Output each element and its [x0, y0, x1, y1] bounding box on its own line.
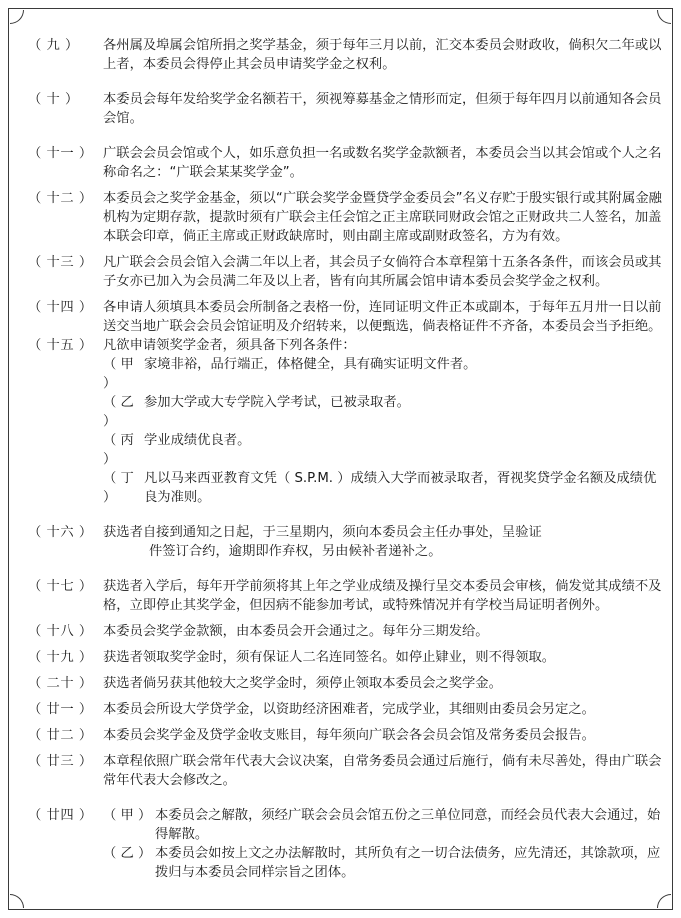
clause-24 — [28, 806, 664, 882]
sub-text: 参加大学或大专学院入学考试，已被录取者。 — [144, 395, 410, 410]
clause-number: （ 十七 ） — [28, 579, 93, 594]
sub-text: 凡以马来西亚教育文凭（ S.P.M. ）成绩入大学而被录取者，胥视奖贷学金名额及成绩优良为准则。 — [144, 471, 657, 505]
clause-17 — [28, 577, 664, 615]
clause-text: 凡欲申请领奖学金者，须具备下列各条件： — [103, 338, 356, 353]
clause-number: （ 二十 ） — [28, 676, 93, 691]
clause-text: 获选者自接到通知之日起，于三星期内，须向本委员会主任办事处，呈验证 — [103, 525, 542, 540]
clause-number: （ 十八 ） — [28, 624, 93, 639]
sub-text: 本委员会之解散，须经广联会会员会馆五份之三单位同意，而经会员代表大会通过，始得解散。 — [155, 808, 661, 842]
clause-20 — [28, 674, 664, 693]
clause-16 — [28, 523, 664, 561]
clause-number: （ 九 ） — [28, 38, 79, 53]
clause-number: （ 廿三 ） — [28, 754, 93, 769]
sub-text: 本委员会如按上文之办法解散时，其所负有之一切合法债务，应先清还，其馀款项，应拨归与本委员会同样宗旨之团体。 — [155, 846, 661, 880]
sub-label: （ 甲 ） — [103, 808, 152, 823]
clause-21 — [28, 700, 664, 719]
clause-text: 广联会会员会馆或个人，如乐意负担一名或数名奖学金款额者，本委员会当以其会馆或个人之名称命名之：“广联会某某奖学金”。 — [103, 146, 662, 180]
clause-number: （ 十一 ） — [28, 146, 93, 161]
clause-number: （ 十六 ） — [28, 525, 93, 540]
clause-text: 本委员会每年发给奖学金名额若干，须视筹募基金之情形而定，但须于每年四月以前通知各会员会馆。 — [103, 92, 662, 126]
clause-number: （ 十九 ） — [28, 650, 93, 665]
clause-11 — [28, 144, 664, 182]
clause-text: 各州属及埠属会馆所捐之奖学基金，须于每年三月以前，汇交本委员会财政收，倘积欠二年或以上者，本委员会得停止其会员申请奖学金之权利。 — [103, 38, 662, 72]
border-corner — [10, 10, 24, 24]
clause-number: （ 十三 ） — [28, 255, 93, 270]
clause-12 — [28, 189, 664, 246]
clause-14 — [28, 298, 664, 336]
clause-number: （ 十二 ） — [28, 191, 93, 206]
clause-text: 本委员会奖学金及贷学金收支账目，每年须向广联会各会员会馆及常务委员会报告。 — [103, 728, 595, 743]
sub-text: 学业成绩优良者。 — [144, 433, 251, 448]
clause-number: （ 廿一 ） — [28, 702, 93, 717]
sub-label: （ 丙 ） — [103, 433, 134, 467]
clause-text: 获选者入学后，每年开学前须将其上年之学业成绩及操行呈交本委员会审核，倘发觉其成绩不及格，立即停止其奖学金，但因病不能参加考试，或特殊情况并有学校当局证明者例外。 — [103, 579, 662, 613]
clause-text: 获选者领取奖学金时，须有保证人二名连同签名。如停止肄业，则不得领取。 — [103, 650, 556, 665]
sub-condition — [103, 355, 664, 393]
clause-number: （ 十 ） — [28, 92, 79, 107]
clause-text: 本委员会奖学金款额，由本委员会开会通过之。每年分三期发给。 — [103, 624, 489, 639]
sub-label: （ 丁 ） — [103, 471, 134, 505]
sub-condition — [103, 844, 664, 882]
clause-10 — [28, 90, 664, 128]
clause-18 — [28, 622, 664, 641]
clause-9 — [28, 36, 664, 74]
clause-text: 本委员会之奖学金基金，须以“广联会奖学金暨贷学金委员会”名义存贮于殷实银行或其附属金融机构为定期存款，提款时须有广联会主任会馆之正主席联同财政会馆之正财政共二人签名，加盖本联会印章，倘正主席或正财政缺席时，则由副主席或副财政签名，方为有效。 — [103, 191, 662, 244]
clause-22 — [28, 726, 664, 745]
clause-15 — [28, 336, 664, 507]
clause-text: 本委员会所设大学贷学金，以资助经济困难者，完成学业，其细则由委员会另定之。 — [103, 702, 595, 717]
clause-23 — [28, 752, 664, 790]
clause-text: 各申请人须填具本委员会所制备之表格一份，连同证明文件正本或副本，于每年五月卅一日以前送交当地广联会会员会馆证明及介绍转来，以便甄选，倘表格证件不齐备，本委员会当予拒绝。 — [103, 300, 662, 334]
sub-label: （ 乙 ） — [103, 846, 152, 861]
clause-number: （ 十四 ） — [28, 300, 93, 315]
sub-label: （ 甲 ） — [103, 357, 134, 391]
regulations-text — [28, 36, 664, 882]
sub-condition — [103, 469, 664, 507]
clause-number: （ 廿二 ） — [28, 728, 93, 743]
sub-condition — [103, 393, 664, 431]
clause-text: 获选者倘另获其他较大之奖学金时，须停止领取本委员会之奖学金。 — [103, 676, 502, 691]
border-corner — [657, 10, 671, 24]
clause-text: 凡广联会会员会馆入会满二年以上者，其会员子女倘符合本章程第十五条各条件，而该会员或其子女亦已加入为会员满二年及以上者，皆有向其所属会馆申请本委员会奖学金之权利。 — [103, 255, 662, 289]
clause-13 — [28, 253, 664, 291]
clause-19 — [28, 648, 664, 667]
sub-text: 家境非裕，品行端正，体格健全，具有确实证明文件者。 — [144, 357, 477, 372]
sub-label: （ 乙 ） — [103, 395, 134, 429]
sub-condition — [103, 431, 664, 469]
clause-text-continued: 件签订合约，逾期即作弃权，另由候补者递补之。 — [149, 544, 442, 559]
clause-number: （ 十五 ） — [28, 338, 93, 353]
border-corner — [657, 894, 671, 908]
sub-condition — [103, 806, 664, 844]
clause-text: 本章程依照广联会常年代表大会议决案，自常务委员会通过后施行，倘有未尽善处，得由广联会常年代表大会修改之。 — [103, 754, 662, 788]
border-corner — [10, 894, 24, 908]
clause-number: （ 廿四 ） — [28, 808, 93, 823]
